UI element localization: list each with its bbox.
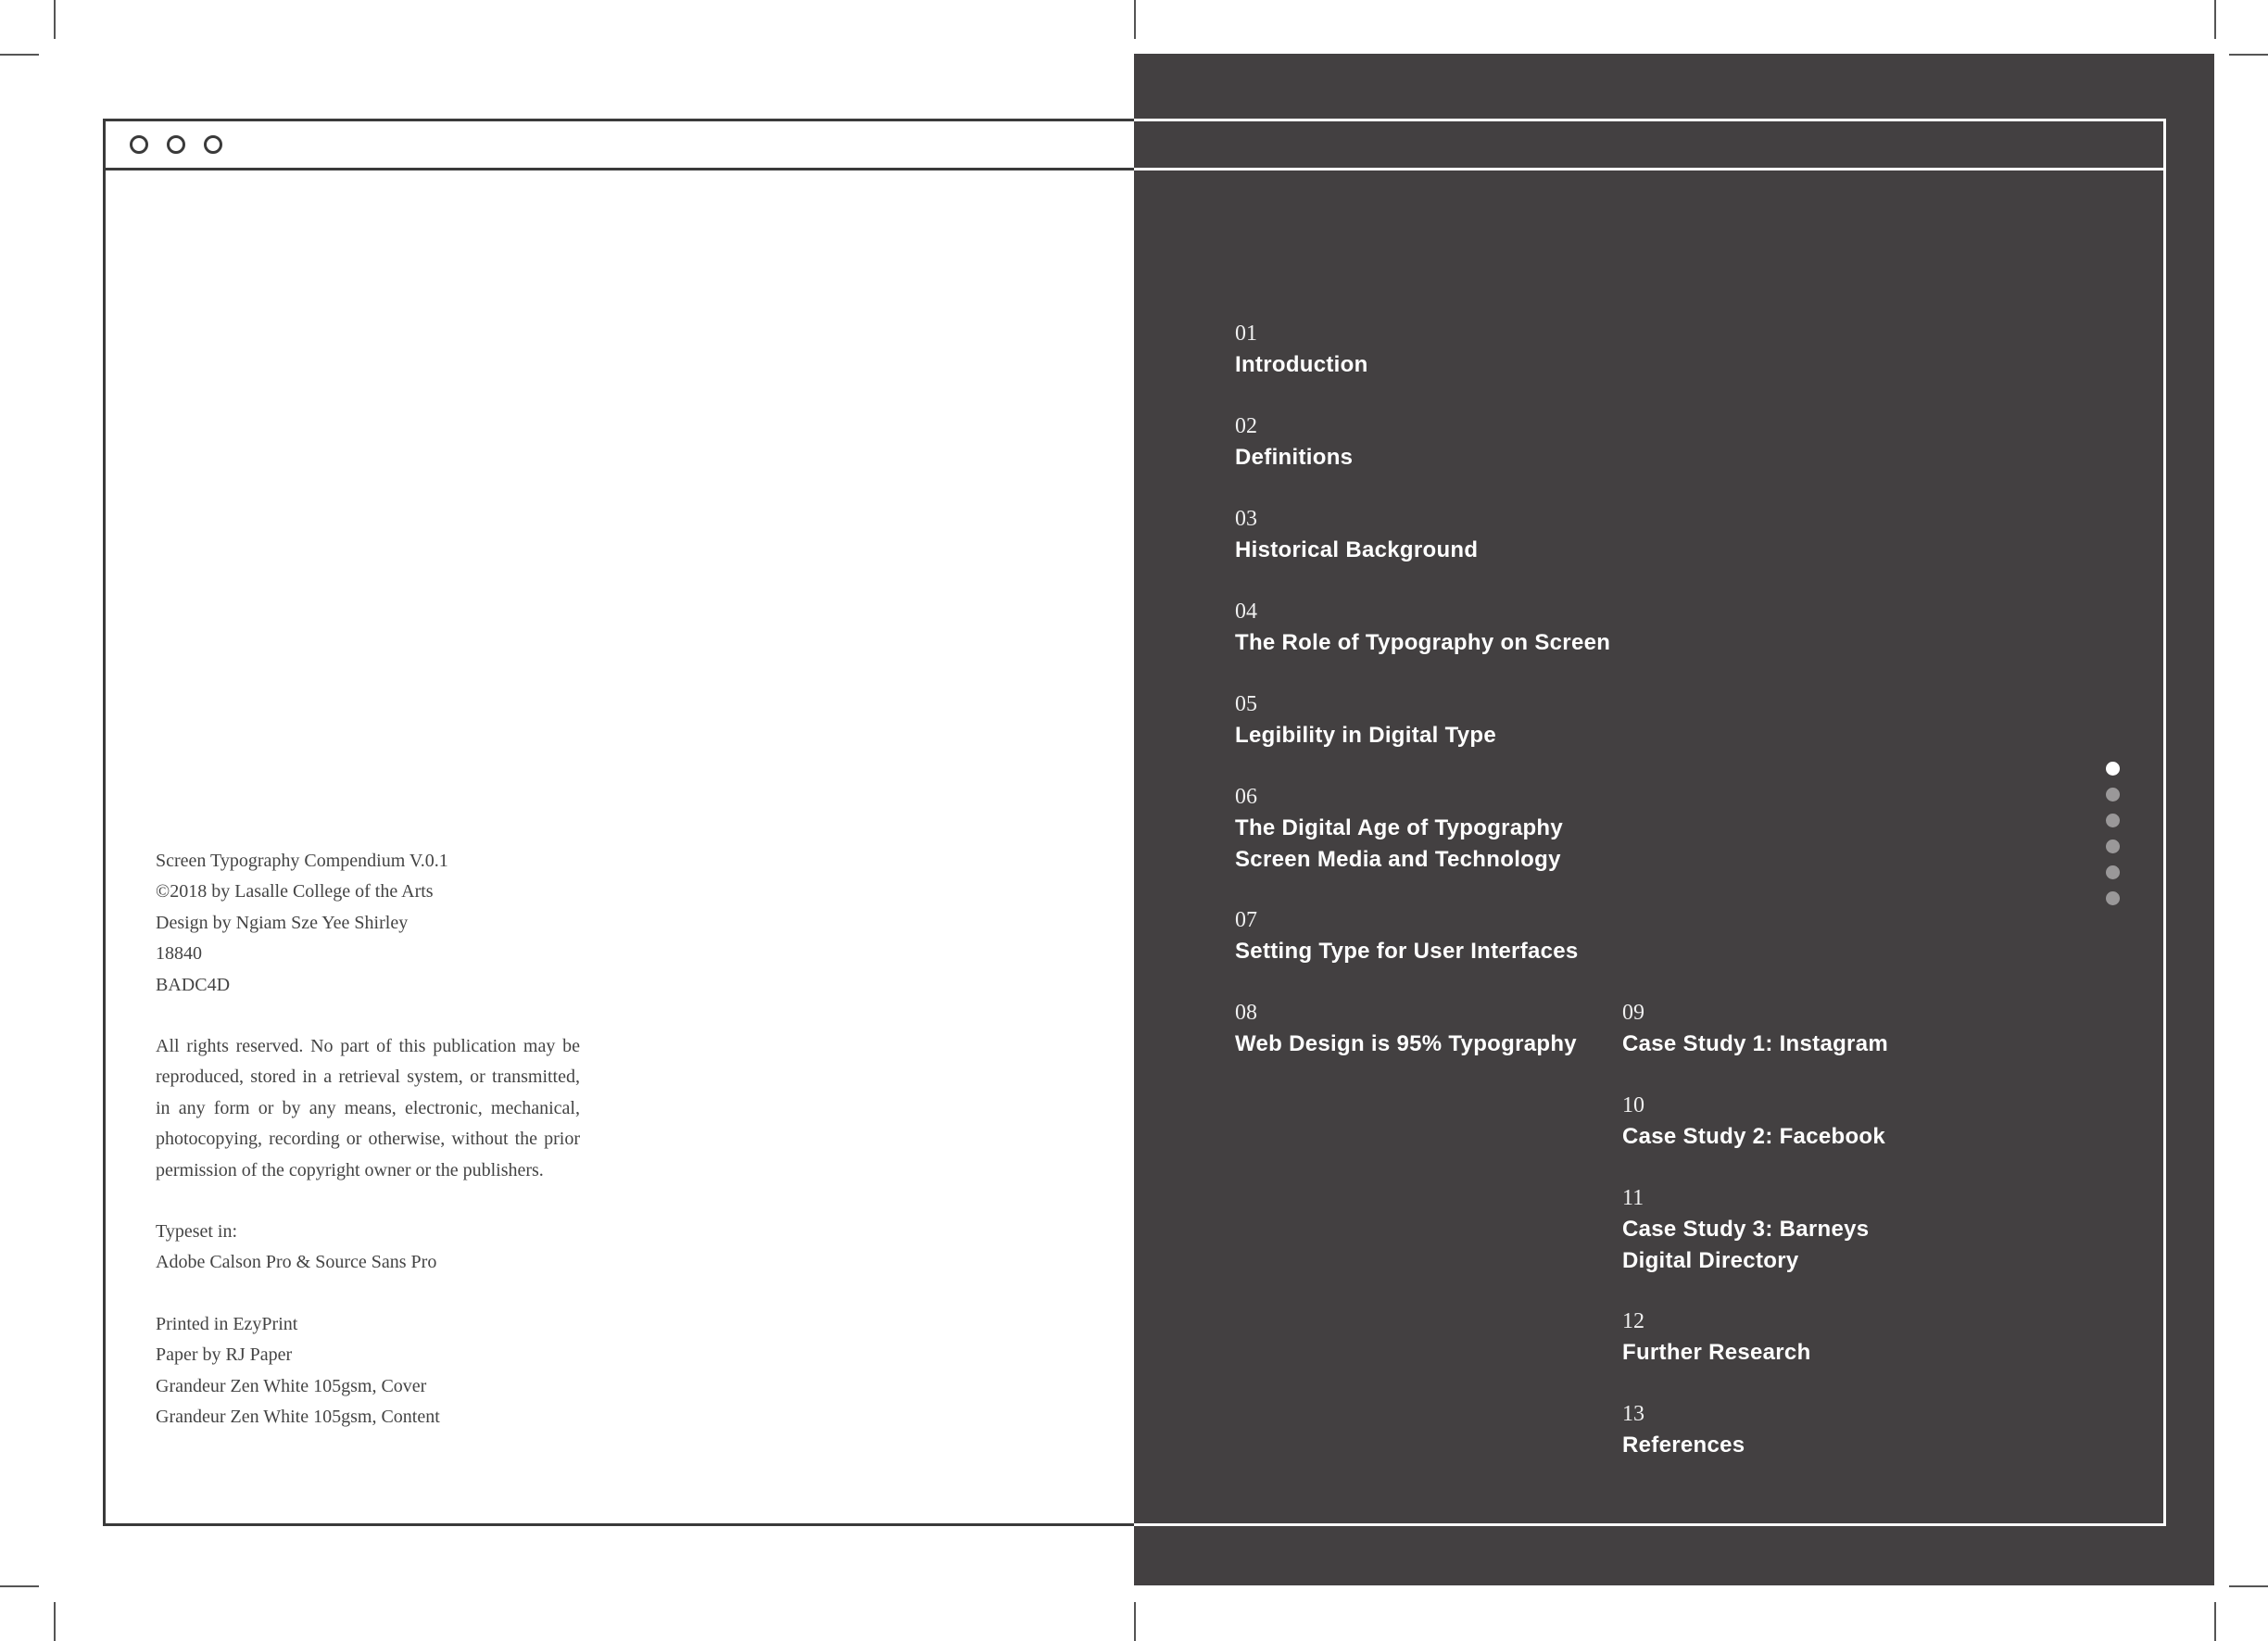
toc-number: 08: [1235, 1001, 1257, 1025]
toc-item-02[interactable]: [1235, 411, 1353, 473]
colophon: [156, 846, 580, 1433]
rights-text: All rights reserved. No part of this publication may be reproduced, stored in a retrieval system, or transmitted, in any form or by any means, electronic, mechanical, photocopying, recording or otherwise, without the prior permission of the copyright owner or the publishers.: [156, 1036, 580, 1180]
toc-title: Historical Background: [1235, 537, 1479, 562]
toc-item-10[interactable]: [1622, 1091, 1885, 1153]
crop-mark: [2229, 1585, 2268, 1587]
typeset-fonts: Adobe Calson Pro & Source Sans Pro: [156, 1252, 437, 1273]
colophon-info-line: BADC4D: [156, 974, 231, 995]
rights-notice: [156, 1031, 580, 1186]
toc-number: 09: [1622, 1001, 1644, 1025]
colophon-info-line: 18840: [156, 943, 202, 965]
toc-title: Case Study 2: Facebook: [1622, 1124, 1886, 1149]
toc-item-03[interactable]: [1235, 504, 1478, 566]
toc-number: 02: [1235, 414, 1257, 438]
toc-number: 07: [1235, 908, 1257, 932]
toc-title: Introduction: [1235, 352, 1368, 377]
colophon-info-line: Screen Typography Compendium V.0.1: [156, 851, 448, 871]
crop-mark: [54, 1602, 56, 1641]
toc-number: 01: [1235, 322, 1257, 346]
toc-title-line-2: Digital Directory: [1622, 1248, 1799, 1273]
toc-number: 03: [1235, 507, 1257, 531]
toc-title: References: [1622, 1433, 1745, 1458]
crop-mark: [1134, 1602, 1136, 1641]
toc-item-08[interactable]: [1235, 998, 1577, 1060]
crop-mark: [2229, 54, 2268, 56]
toc-number: 05: [1235, 692, 1257, 716]
crop-mark: [54, 0, 56, 39]
toc-title: The Digital Age of Typography: [1235, 815, 1564, 840]
toc-title: Case Study 3: Barneys: [1622, 1217, 1870, 1242]
toc-title: Definitions: [1235, 445, 1354, 470]
toc-item-06[interactable]: [1235, 782, 1563, 876]
toc-item-01[interactable]: [1235, 319, 1368, 381]
page-indicator-dot[interactable]: [2106, 891, 2120, 905]
crop-mark: [2214, 1602, 2216, 1641]
window-close-circle-icon: [130, 135, 148, 154]
colophon-info-line: ©2018 by Lasalle College of the Arts: [156, 881, 434, 903]
typeset-info: [156, 1217, 580, 1279]
toc-item-05[interactable]: [1235, 689, 1496, 751]
page-indicator-dot[interactable]: [2106, 788, 2120, 802]
toc-number: 11: [1622, 1186, 1644, 1210]
typeset-label: Typeset in:: [156, 1221, 238, 1243]
window-minimize-circle-icon: [167, 135, 185, 154]
toc-title: The Role of Typography on Screen: [1235, 630, 1611, 655]
toc-number: 12: [1622, 1309, 1644, 1333]
crop-mark: [2214, 0, 2216, 39]
print-line: Grandeur Zen White 105gsm, Content: [156, 1407, 440, 1428]
toc-item-13[interactable]: [1622, 1399, 1745, 1461]
crop-mark: [1134, 0, 1136, 39]
page-indicator-dot[interactable]: [2106, 865, 2120, 879]
toc-item-09[interactable]: [1622, 998, 1888, 1060]
toc-title: Case Study 1: Instagram: [1622, 1031, 1888, 1056]
toc-number: 10: [1622, 1093, 1644, 1117]
toc-title: Legibility in Digital Type: [1235, 723, 1497, 748]
titlebar-divider: [1134, 168, 2166, 170]
colophon-info-line: Design by Ngiam Sze Yee Shirley: [156, 912, 409, 933]
crop-mark: [0, 1585, 39, 1587]
toc-title: Setting Type for User Interfaces: [1235, 939, 1579, 964]
toc-title: Web Design is 95% Typography: [1235, 1031, 1577, 1056]
page-indicator-dot-active[interactable]: [2106, 762, 2120, 776]
toc-item-04[interactable]: [1235, 597, 1610, 659]
page-indicator-dot[interactable]: [2106, 839, 2120, 853]
crop-mark: [0, 54, 39, 56]
print-line: Grandeur Zen White 105gsm, Cover: [156, 1375, 427, 1396]
toc-item-12[interactable]: [1622, 1306, 1811, 1369]
titlebar-divider: [103, 168, 1134, 170]
print-line: Paper by RJ Paper: [156, 1344, 293, 1366]
print-line: Printed in EzyPrint: [156, 1313, 298, 1334]
print-info: [156, 1309, 580, 1433]
colophon-info: [156, 846, 580, 1001]
toc-title-line-2: Screen Media and Technology: [1235, 847, 1561, 872]
toc-number: 06: [1235, 785, 1257, 809]
toc-title: Further Research: [1622, 1340, 1811, 1365]
page-indicator-dot[interactable]: [2106, 814, 2120, 827]
toc-item-11[interactable]: [1622, 1183, 1869, 1277]
toc-number: 04: [1235, 600, 1257, 624]
toc-item-07[interactable]: [1235, 905, 1579, 967]
window-maximize-circle-icon: [204, 135, 222, 154]
toc-number: 13: [1622, 1402, 1644, 1426]
